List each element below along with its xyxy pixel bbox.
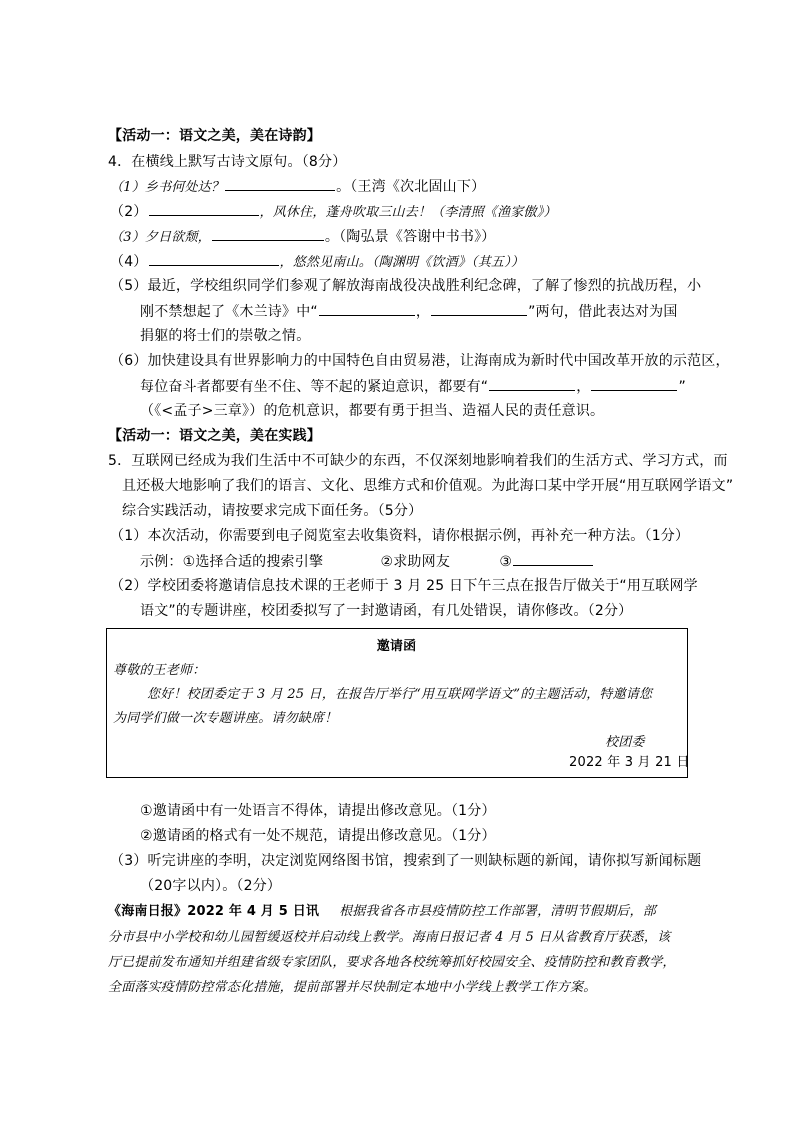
q4-item-6-pre: 每位奋斗者都要有坐不住、等不起的紧迫意识，都要有“ — [140, 379, 489, 395]
q4-item-3 — [110, 226, 495, 248]
activity2-header: 【活动一：语文之美，美在实践】 — [108, 428, 321, 444]
answer-blank[interactable] — [149, 251, 279, 266]
q4-item-2-pre: （2） — [110, 204, 148, 220]
letter-salutation: 尊敬的王老师： — [113, 663, 206, 678]
news-line1 — [108, 902, 656, 922]
news-line1-text: 根据我省各市县疫情防控工作部署，清明节假期后，部 — [339, 904, 656, 919]
q4-item-4-post: ，悠然见南山。（陶渊明《饮酒》（其五）） — [279, 255, 525, 270]
activity1-header: 【活动一：语文之美，美在诗韵】 — [108, 128, 321, 144]
q4-item-2 — [110, 201, 557, 223]
answer-blank[interactable] — [319, 301, 415, 316]
answer-blank[interactable] — [225, 176, 335, 191]
q4-item-4-pre: （4） — [110, 254, 148, 270]
q4-item-6-line3: （《<孟子>三章》）的危机意识，都要有勇于担当、造福人民的责任意识。 — [140, 403, 605, 419]
q4-item-5-line3: 捐躯的将士们的崇敬之情。 — [140, 328, 311, 344]
news-line4: 全面落实疫情防控常态化措施，提前部署并尽快制定本地中小学线上教学工作方案。 — [108, 980, 597, 995]
question-5-line3: 综合实践活动，请按要求完成下面任务。（5分） — [122, 503, 423, 519]
q4-item-6-post: ” — [678, 379, 686, 395]
q4-item-5-pre: 刚不禁想起了《木兰诗》中“ — [140, 304, 318, 320]
q4-item-5-mid: ， — [415, 304, 431, 320]
q5-sub1-example — [140, 551, 594, 572]
answer-blank[interactable] — [149, 201, 259, 216]
q4-item-3-pre: （3）夕日欲颓， — [110, 230, 211, 245]
example-option-3: ③ — [499, 554, 513, 570]
news-source: 《海南日报》2022 年 4 月 5 日讯 — [108, 904, 320, 919]
q4-item-1-post: 。（王湾《次北固山下） — [336, 179, 486, 195]
question-5-line2: 且还极大地影响了我们的语言、文化、思维方式和价值观。为此海口某中学开展“用互联网学语文” — [122, 478, 734, 494]
q4-item-1 — [110, 176, 485, 198]
q4-item-2-post: ，风休住，蓬舟吹取三山去！（李清照《渔家傲》） — [259, 205, 557, 220]
answer-blank[interactable] — [591, 376, 677, 391]
q5-sub3-line1: （3）听完讲座的李明，决定浏览网络图书馆，搜索到了一则缺标题的新闻，请你拟写新闻标题 — [110, 853, 702, 869]
letter-body-line1: 您好！校团委定于 3 月 25 日，在报告厅举行“用互联网学语文”的主题活动，特邀请您 — [147, 687, 653, 702]
q4-item-6-mid: ， — [576, 379, 591, 395]
q5-sub2-question-a: ①邀请函中有一处语言不得体，请提出修改意见。（1分） — [140, 803, 496, 819]
example-option-2: ②求助网友 — [380, 554, 451, 570]
q5-sub2-line1: （2）学校团委将邀请信息技术课的王老师于 3 月 25 日下午三点在报告厅做关于“用互联网学 — [110, 578, 698, 594]
q5-sub2-question-b: ②邀请函的格式有一处不规范，请提出修改意见。（1分） — [140, 828, 496, 844]
answer-blank[interactable] — [212, 226, 324, 241]
q4-item-5-post: ”两句，借此表达对为国 — [528, 304, 678, 320]
q4-item-1-pre: （1）乡书何处达？ — [110, 180, 225, 195]
letter-body-line2: 为同学们做一次专题讲座。请勿缺席！ — [113, 711, 338, 726]
answer-blank[interactable] — [431, 301, 527, 316]
news-line3: 厅已提前发布通知并组建省级专家团队，要求各地各校统筹抓好校园安全、疫情防控和教育教学， — [108, 955, 676, 970]
q4-item-6-line1: （6）加快建设具有世界影响力的中国特色自由贸易港，让海南成为新时代中国改革开放的示范区， — [110, 353, 730, 369]
letter-title: 邀请函 — [376, 639, 417, 654]
question-4: 4．在横线上默写古诗文原句。（8分） — [108, 154, 347, 170]
q4-item-4 — [110, 251, 524, 273]
answer-blank[interactable] — [489, 376, 575, 391]
letter-signer: 校团委 — [605, 735, 645, 750]
example-option-1: 示例：①选择合适的搜索引擎 — [140, 554, 324, 570]
q5-sub3-line2: （20字以内）。（2分） — [140, 878, 282, 894]
letter-date: 2022 年 3 月 21 日 — [569, 755, 690, 770]
q4-item-6-line2 — [140, 376, 686, 397]
answer-blank[interactable] — [513, 551, 593, 566]
q4-item-5-line1: （5）最近，学校组织同学们参观了解放海南战役决战胜利纪念碑，了解了惨烈的抗战历程，小 — [110, 278, 702, 294]
invitation-letter-box — [106, 628, 688, 778]
q5-sub1-line1: （1）本次活动，你需要到电子阅览室去收集资料，请你根据示例，再补充一种方法。（1分） — [110, 528, 690, 544]
q5-sub2-line2: 语文”的专题讲座，校团委拟写了一封邀请函，有几处错误，请你修改。（2分） — [140, 603, 633, 619]
news-line2: 分市县中小学校和幼儿园暂缓返校并启动线上教学。海南日报记者 4 月 5 日从省教育厅获悉，该 — [108, 930, 671, 945]
q4-item-3-post: 。（陶弘景《答谢中书书》） — [324, 229, 496, 245]
q4-item-5-line2 — [140, 301, 678, 322]
question-5-line1: 5．互联网已经成为我们生活中不可缺少的东西，不仅深刻地影响着我们的生活方式、学习方式，而 — [108, 453, 728, 469]
